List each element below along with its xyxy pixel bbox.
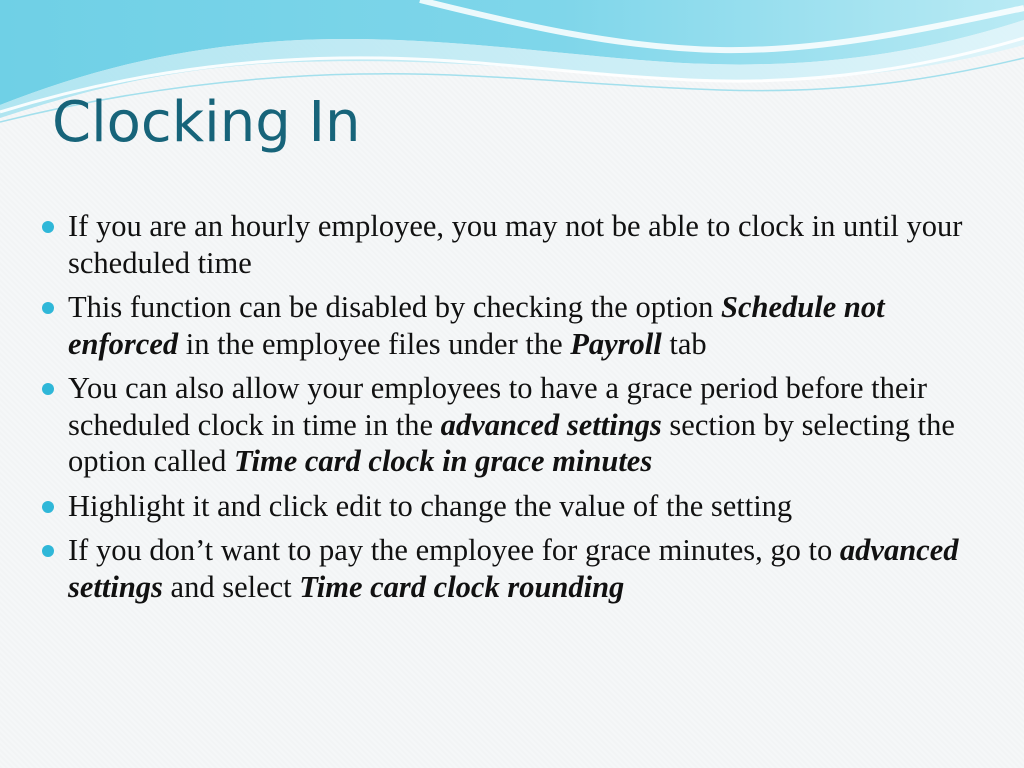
bullet-item (40, 208, 970, 281)
bullet-item (40, 289, 970, 362)
bullet-text: If you don’t want to pay the employee for grace minutes, go to (68, 533, 840, 567)
bullet-emphasis: Time card clock in grace minutes (234, 444, 653, 478)
bullet-dot-icon (42, 302, 54, 314)
bullet-list (40, 208, 970, 613)
bullet-text: section by selecting the option called (68, 407, 955, 478)
bullet-dot-icon (42, 383, 54, 395)
bullet-dot-icon (42, 221, 54, 233)
bullet-text: Highlight it and click edit to change the value of the setting (68, 488, 793, 523)
bullet-emphasis: advanced settings (440, 407, 662, 442)
bullet-item (40, 532, 970, 605)
bullet-text: This function can be disabled by checking the option (68, 290, 722, 324)
bullet-emphasis: Schedule not enforced (68, 290, 885, 361)
bullet-text: You can also allow your employees to have a grace period before their scheduled clock in time in the (68, 371, 928, 442)
bullet-item (40, 370, 970, 480)
bullet-text: in the employee files under the (178, 326, 571, 361)
slide-title: Clocking In (52, 90, 361, 155)
bullet-dot-icon (42, 545, 54, 557)
bullet-emphasis: Time card clock rounding (299, 569, 625, 604)
bullet-emphasis: advanced settings (68, 533, 959, 604)
bullet-item (40, 488, 970, 525)
bullet-text: and select (162, 569, 300, 604)
bullet-text: tab (661, 326, 707, 361)
bullet-dot-icon (42, 501, 54, 513)
bullet-emphasis: Payroll (570, 326, 662, 361)
bullet-text: If you are an hourly employee, you may not be able to clock in until your scheduled time (68, 209, 963, 280)
